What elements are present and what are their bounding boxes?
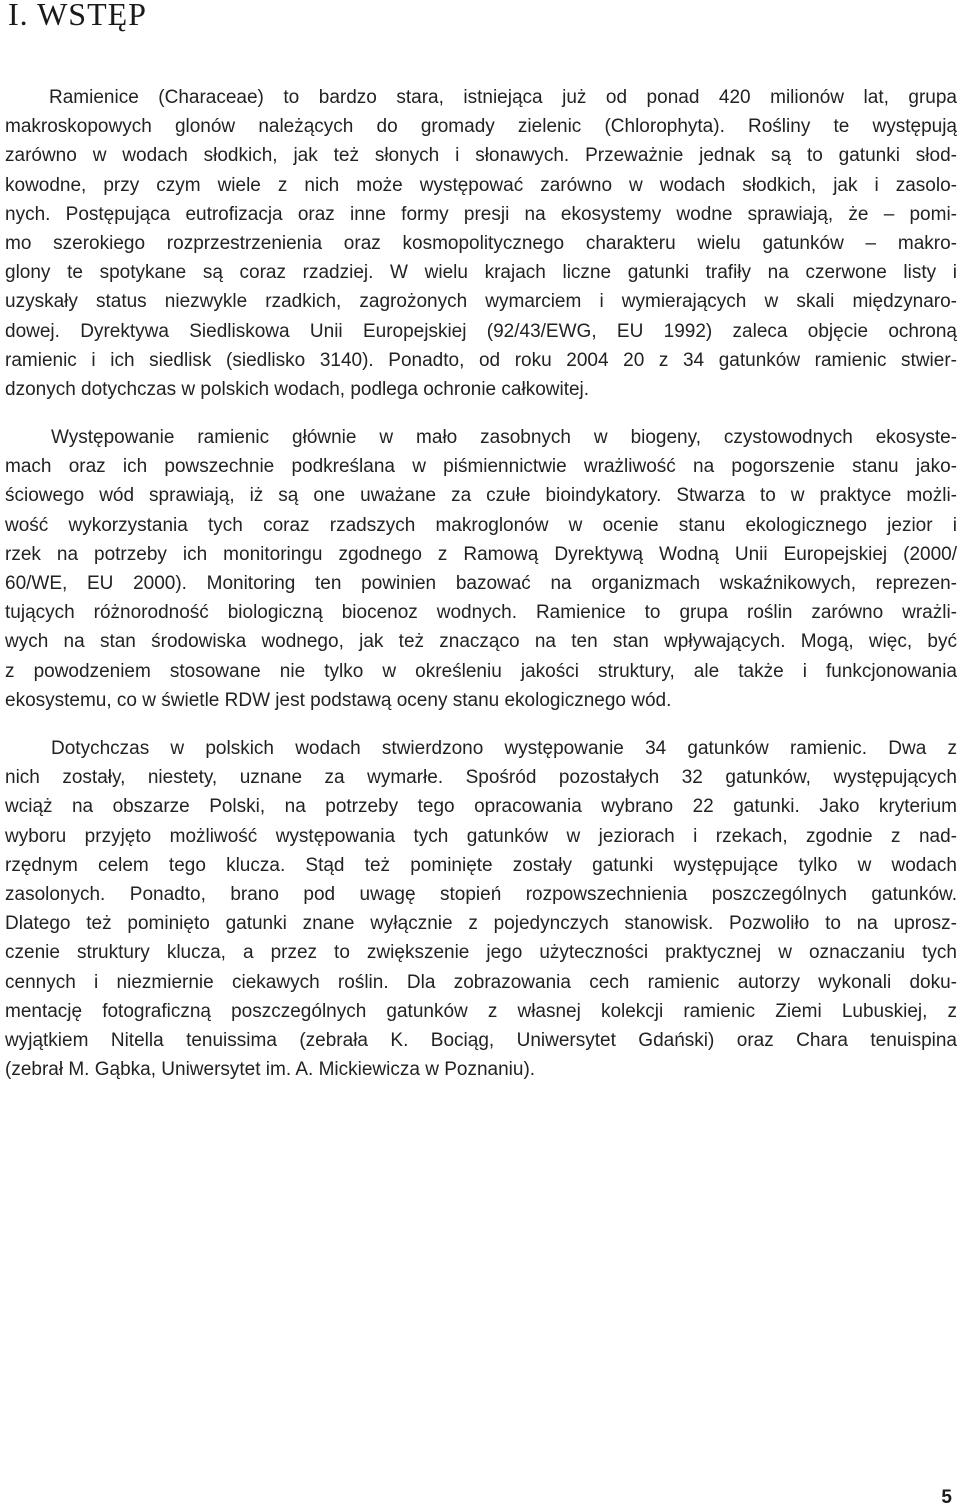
page-number: 5 bbox=[941, 1487, 952, 1508]
paragraph-line: kowodne, przy czym wiele z nich może występować zarówno w wodach słodkich, jak i zasolo- bbox=[5, 174, 957, 196]
paragraph-line: Dlatego też pominięto gatunki znane wyłącznie z pojedynczych stanowisk. Pozwoliło to na uprosz- bbox=[5, 913, 957, 935]
paragraph-line: (zebrał M. Gąbka, Uniwersytet im. A. Mickiewicza w Poznaniu). bbox=[5, 1059, 536, 1081]
paragraph-line: rzędnym celem tego klucza. Stąd też pominięte zostały gatunki występujące tylko w wodach bbox=[5, 854, 957, 876]
paragraph-2 bbox=[5, 423, 957, 715]
paragraph-line: czenie struktury klucza, a przez to zwiększenie jego użyteczności praktycznej w oznaczaniu tych bbox=[5, 942, 957, 964]
paragraph-line: Dotychczas w polskich wodach stwierdzono występowanie 34 gatunków ramienic. Dwa z bbox=[51, 738, 957, 759]
paragraph-line: Występowanie ramienic głównie w mało zasobnych w biogeny, czystowodnych ekosyste- bbox=[51, 427, 957, 448]
paragraph-line: rzek na potrzeby ich monitoringu zgodnego z Ramową Dyrektywą Wodną Unii Europejskiej (2000/ bbox=[5, 543, 957, 565]
paragraph-line: uzyskały status niezwykle rzadkich, zagrożonych wymarciem i wymierających w skali międzynaro- bbox=[5, 291, 957, 313]
paragraph-line: Ramienice (Characeae) to bardzo stara, istniejąca już od ponad 420 milionów lat, grupa bbox=[49, 87, 957, 108]
paragraph-line: z powodzeniem stosowane nie tylko w określeniu jakości struktury, ale także i funkcjonowania bbox=[5, 660, 957, 682]
paragraph-line: nich zostały, niestety, uznane za wymarłe. Spośród pozostałych 32 gatunków, występujących bbox=[5, 767, 957, 789]
paragraph-1 bbox=[5, 83, 957, 404]
paragraph-line: ramienic i ich siedlisk (siedlisko 3140). Ponadto, od roku 2004 20 z 34 gatunków ramienic stwier- bbox=[5, 349, 957, 371]
paragraph-line: dzonych dotychczas w polskich wodach, podlega ochronie całkowitej. bbox=[5, 378, 590, 400]
paragraph-line: mach oraz ich powszechnie podkreślana w piśmiennictwie wrażliwość na pogorszenie stanu jako- bbox=[5, 456, 957, 478]
paragraph-line: makroskopowych glonów należących do gromady zielenic (Chlorophyta). Rośliny te występują bbox=[5, 116, 957, 138]
paragraph-line: wyjątkiem Nitella tenuissima (zebrała K. Bociąg, Uniwersytet Gdański) oraz Chara tenuispina bbox=[5, 1029, 957, 1051]
paragraph-line: dowej. Dyrektywa Siedliskowa Unii Europejskiej (92/43/EWG, EU 1992) zaleca objęcie ochroną bbox=[5, 320, 957, 342]
paragraph-line: cennych i niezmiernie ciekawych roślin. Dla zobrazowania cech ramienic autorzy wykonali doku- bbox=[5, 971, 957, 993]
paragraph-line: wyboru przyjęto możliwość występowania tych gatunków w jeziorach i rzekach, zgodnie z nad- bbox=[5, 825, 957, 847]
paragraph-line: nych. Postępująca eutrofizacja oraz inne formy presji na ekosystemy wodne sprawiają, że – pomi- bbox=[5, 203, 957, 225]
section-heading: I. WSTĘP bbox=[8, 0, 147, 32]
paragraph-line: tujących różnorodność biologiczną biocenoz wodnych. Ramienice to grupa roślin zarówno wrażli- bbox=[5, 602, 957, 624]
paragraph-3 bbox=[5, 734, 957, 1084]
paragraph-line: mo szerokiego rozprzestrzenienia oraz kosmopolitycznego charakteru wielu gatunków – makro- bbox=[5, 232, 957, 254]
paragraph-line: glony te spotykane są coraz rzadziej. W wielu krajach liczne gatunki trafiły na czerwone listy i bbox=[5, 262, 957, 284]
paragraph-line: wych na stan środowiska wodnego, jak też znacząco na ten stan wpływających. Mogą, więc, być bbox=[5, 631, 957, 653]
paragraph-line: wość wykorzystania tych coraz rzadszych makroglonów w ocenie stanu ekologicznego jezior i bbox=[5, 514, 957, 536]
paragraph-line: mentację fotograficzną poszczególnych gatunków z własnej kolekcji ramienic Ziemi Lubuskiej, z bbox=[5, 1000, 957, 1022]
paragraph-line: 60/WE, EU 2000). Monitoring ten powinien bazować na organizmach wskaźnikowych, reprezen- bbox=[5, 572, 957, 594]
paragraph-line: zasolonych. Ponadto, brano pod uwagę stopień rozpowszechnienia poszczególnych gatunków. bbox=[5, 883, 957, 905]
paragraph-line: zarówno w wodach słodkich, jak też słonych i słonawych. Przeważnie jednak są to gatunki słod- bbox=[5, 145, 957, 167]
paragraph-line: ekosystemu, co w świetle RDW jest podstawą oceny stanu ekologicznego wód. bbox=[5, 689, 672, 711]
paragraph-line: ściowego wód sprawiają, iż są one uważane za czułe bioindykatory. Stwarza to w praktyce możli- bbox=[5, 485, 957, 507]
paragraph-line: wciąż na obszarze Polski, na potrzeby tego opracowania wybrano 22 gatunki. Jako kryterium bbox=[5, 796, 957, 818]
